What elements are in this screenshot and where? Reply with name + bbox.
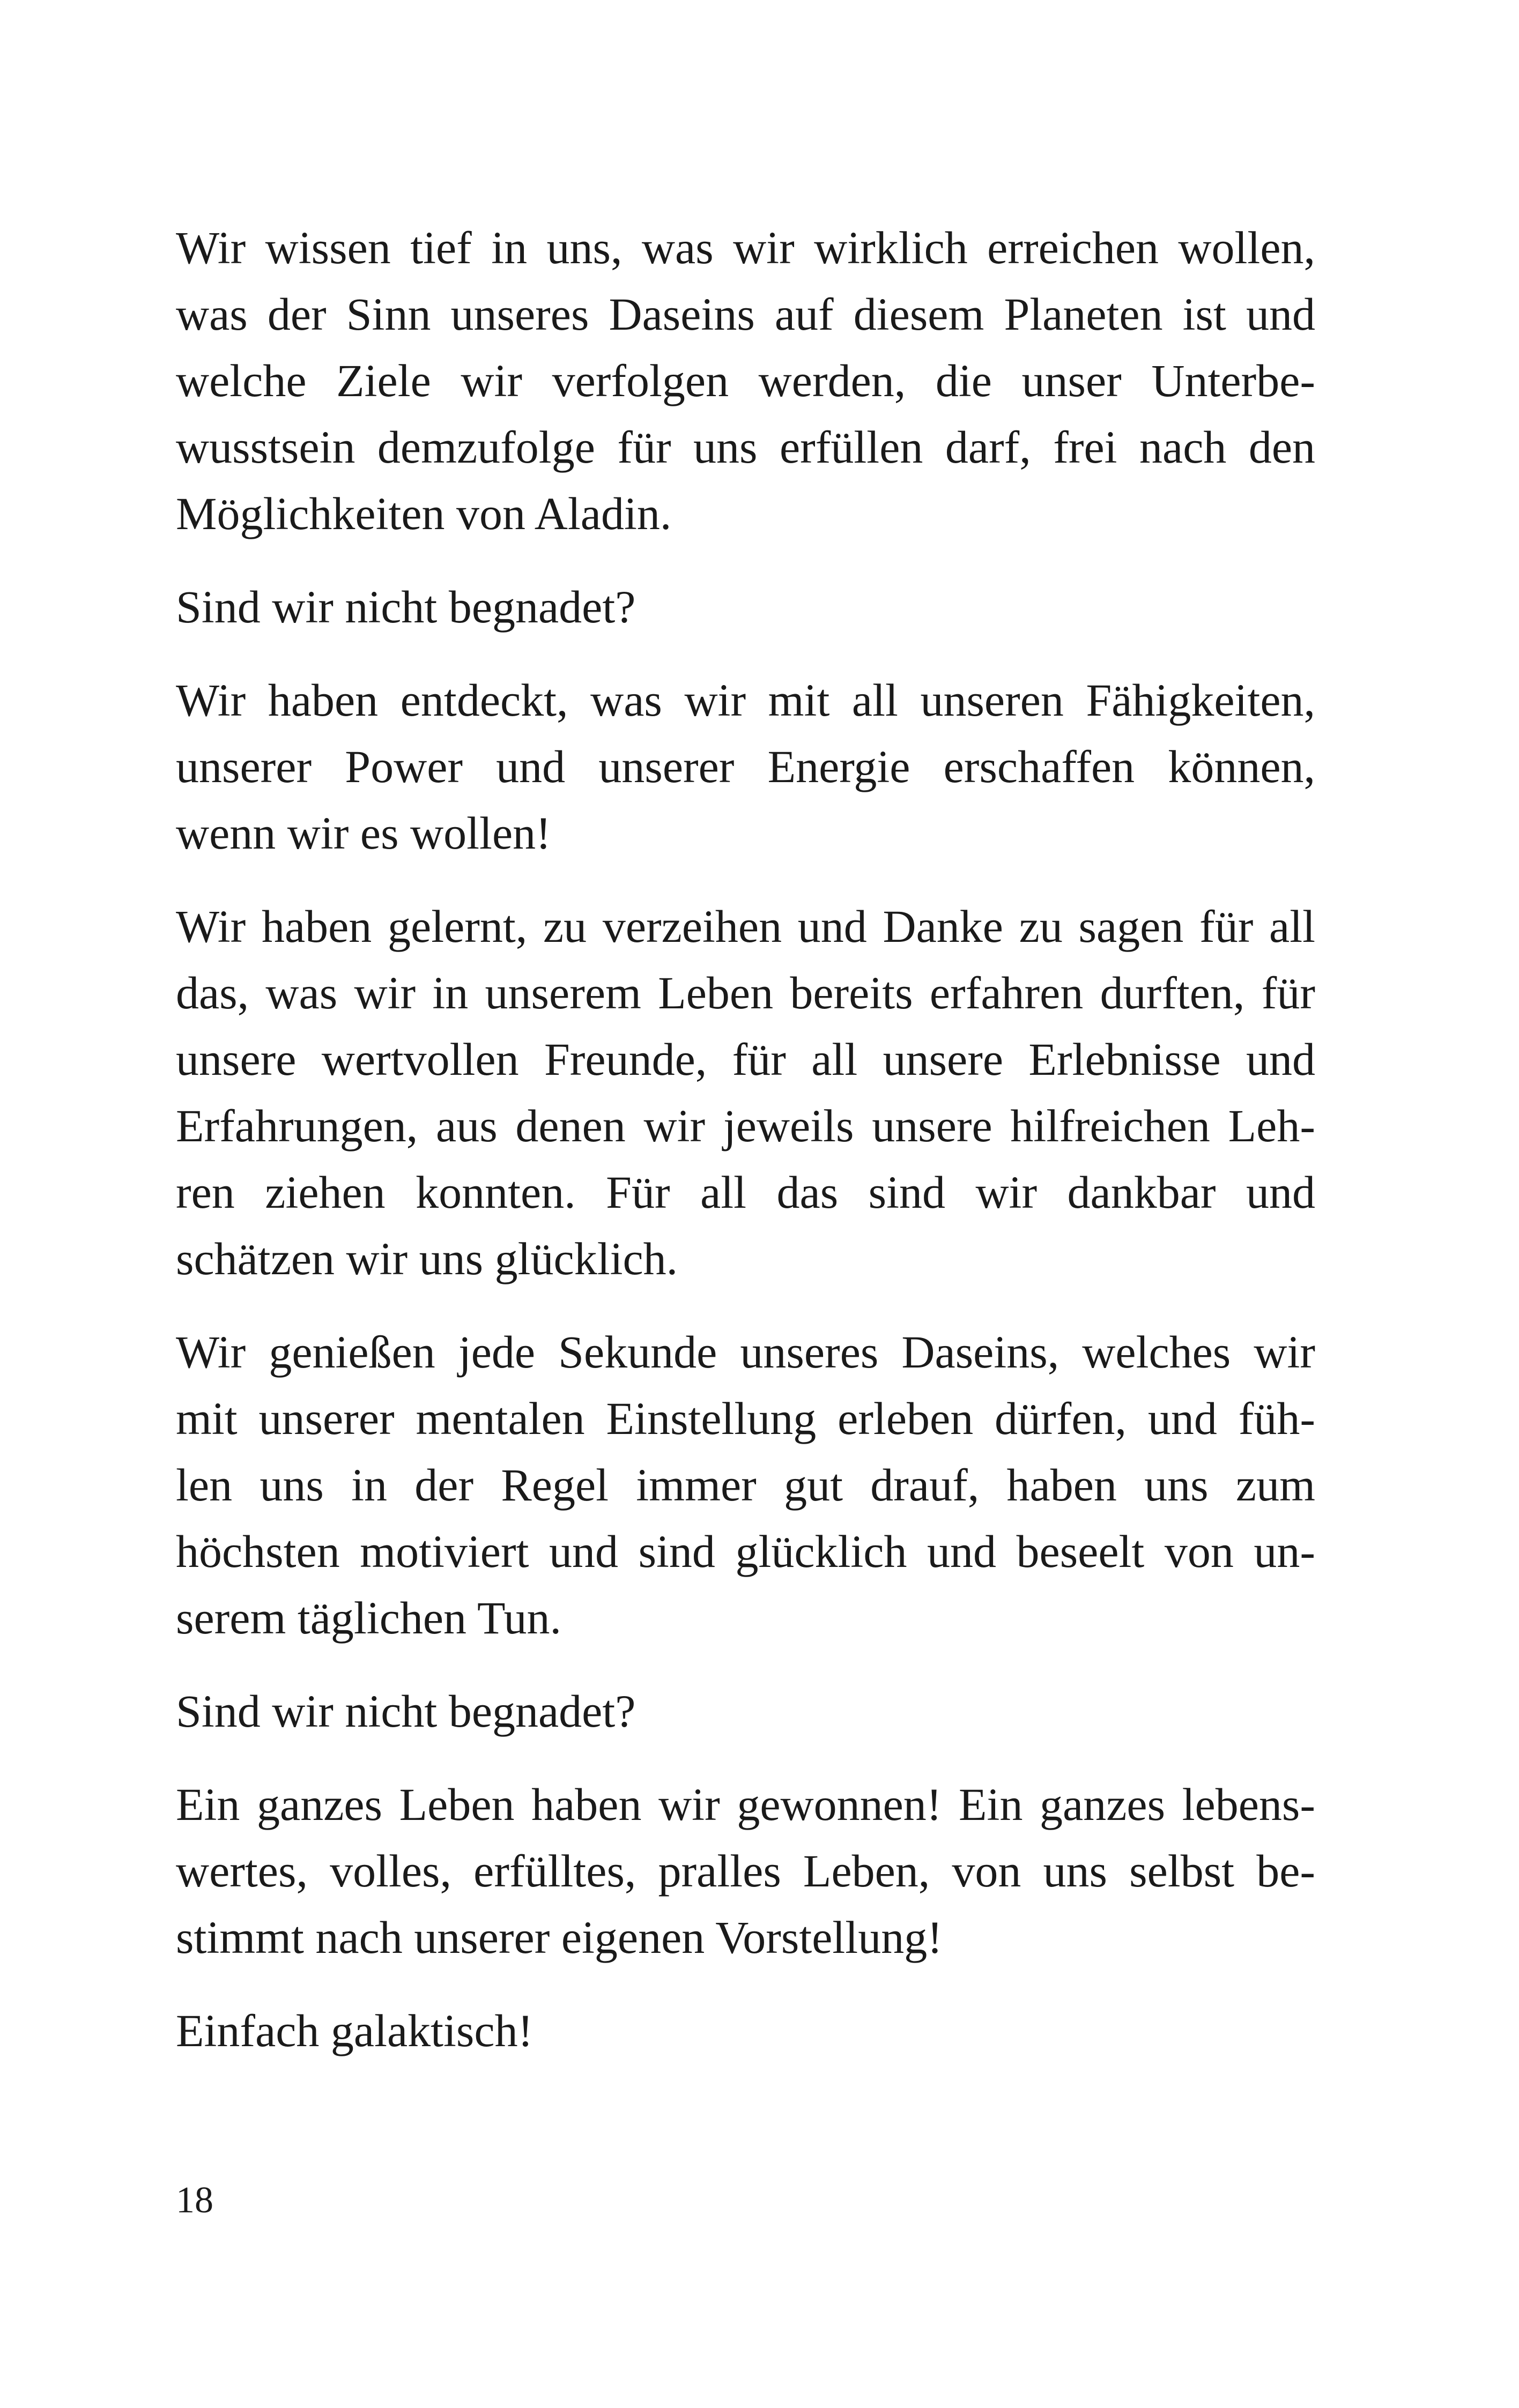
page-number: 18 <box>176 2180 213 2221</box>
text-line: Sind wir nicht begnadet? <box>176 1685 636 1737</box>
paragraph <box>176 1319 1315 1651</box>
text-line: Einfach galaktisch! <box>176 2005 533 2056</box>
paragraph <box>176 1997 1315 2064</box>
text-line: Wir haben entdeckt, was wir mit all unseren Fähigkeiten, <box>176 674 1315 726</box>
text-line: Ein ganzes Leben haben wir gewonnen! Ein ganzes lebens- <box>176 1779 1315 1830</box>
text-line: schätzen wir uns glücklich. <box>176 1233 678 1284</box>
text-line: Sind wir nicht begnadet? <box>176 581 636 633</box>
paragraph <box>176 893 1315 1292</box>
text-line: was der Sinn unseres Daseins auf diesem Planeten ist und <box>176 288 1315 340</box>
text-line: len uns in der Regel immer gut drauf, haben uns zum <box>176 1459 1315 1511</box>
text-line: unsere wertvollen Freunde, für all unsere Erlebnisse und <box>176 1034 1315 1085</box>
text-line: Erfahrungen, aus denen wir jeweils unsere hilfreichen Leh- <box>176 1100 1315 1151</box>
text-line: welche Ziele wir verfolgen werden, die unser Unterbe- <box>176 355 1315 406</box>
text-line: Wir wissen tief in uns, was wir wirklich erreichen wollen, <box>176 222 1315 273</box>
paragraph <box>176 1771 1315 1971</box>
paragraph <box>176 1678 1315 1744</box>
text-line: Möglichkeiten von Aladin. <box>176 488 672 539</box>
paragraph <box>176 667 1315 866</box>
text-line: stimmt nach unserer eigenen Vorstellung! <box>176 1912 943 1963</box>
paragraph <box>176 214 1315 547</box>
text-line: höchsten motiviert und sind glücklich und beseelt von un- <box>176 1526 1315 1577</box>
text-line: Wir genießen jede Sekunde unseres Daseins, welches wir <box>176 1326 1315 1378</box>
text-line: wusstsein demzufolge für uns erfüllen darf, frei nach den <box>176 421 1315 473</box>
body-text <box>176 214 1315 2091</box>
text-line: ren ziehen konnten. Für all das sind wir dankbar und <box>176 1166 1315 1218</box>
text-line: wenn wir es wollen! <box>176 807 551 859</box>
text-line: wertes, volles, erfülltes, pralles Leben, von uns selbst be- <box>176 1845 1315 1897</box>
text-line: serem täglichen Tun. <box>176 1592 561 1644</box>
text-line: Wir haben gelernt, zu verzeihen und Danke zu sagen für all <box>176 901 1315 952</box>
text-line: das, was wir in unserem Leben bereits erfahren durften, für <box>176 967 1315 1019</box>
paragraph <box>176 574 1315 640</box>
text-line: mit unserer mentalen Einstellung erleben dürfen, und füh- <box>176 1393 1315 1444</box>
text-line: unserer Power und unserer Energie erschaffen können, <box>176 741 1315 792</box>
